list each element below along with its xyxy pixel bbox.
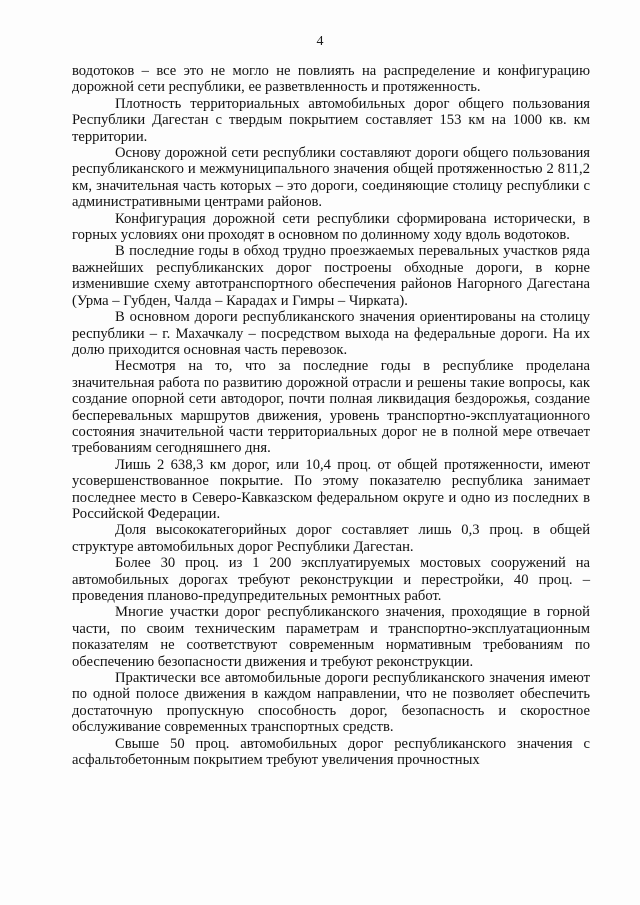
paragraph-bypass-roads: В последние годы в обход трудно проезжаемых перевальных участков ряда важнейших республиканских дорог построены обходные дороги, в корне изменившие схему автотранспортного обеспечения районов Нагорного Дагестана (Урма – Губден, Чалда – Карадах и Гимры – Чирката). bbox=[72, 243, 590, 309]
paragraph-continuation: водотоков – все это не могло не повлиять на распределение и конфигурацию дорожной сети республики, ее разветвленность и протяженность. bbox=[72, 63, 590, 96]
paragraph-single-lane: Практически все автомобильные дороги республиканского значения имеют по одной полосе движения в каждом направлении, что не позволяет обеспечить достаточную пропускную способность дорог, безопасность и скоростное обслуживание современных транспортных средств. bbox=[72, 670, 590, 736]
paragraph-improved-surface: Лишь 2 638,3 км дорог, или 10,4 проц. от общей протяженности, имеют усовершенствованное покрытие. По этому показателю республика занимает последнее место в Северо-Кавказском федеральном округе и одно из последних в Российской Федерации. bbox=[72, 456, 590, 522]
paragraph-mountain-sections: Многие участки дорог республиканского значения, проходящие в горной части, по своим техническим параметрам и транспортно-эксплуатационным показателям не соответствуют современным нормативным требованиям по обеспечению безопасности движения и требуют реконструкции. bbox=[72, 604, 590, 670]
paragraph-development-progress: Несмотря на то, что за последние годы в республике проделана значительная работа по развитию дорожной отрасли и решены такие вопросы, как создание опорной сети автодорог, почти полная ликвидация бездорожья, создание бесперевальных маршрутов движения, уровень транспортно-эксплуатационного состояния значительной части территориальных дорог не в полной мере отвечает требованиям сегодняшнего дня. bbox=[72, 358, 590, 457]
paragraph-network-configuration: Конфигурация дорожной сети республики сформирована исторически, в горных условиях они проходят в основном по долинному ходу вдоль водотоков. bbox=[72, 210, 590, 244]
paragraph-road-density: Плотность территориальных автомобильных дорог общего пользования Республики Дагестан с твердым покрытием составляет 153 км на 1000 кв. км территории. bbox=[72, 95, 590, 145]
paragraph-asphalt-strength: Свыше 50 проц. автомобильных дорог республиканского значения с асфальтобетонным покрытием требуют увеличения прочностных bbox=[72, 735, 590, 769]
paragraph-road-network-basis: Основу дорожной сети республики составляют дороги общего пользования республиканского и межмуниципального значения общей протяженностью 2 811,2 км, значительная часть которых – это дороги, соединяющие столицу республики с административными центрами районов. bbox=[72, 145, 590, 211]
document-body bbox=[72, 63, 590, 768]
paragraph-bridges: Более 30 проц. из 1 200 эксплуатируемых мостовых сооружений на автомобильных дорогах требуют реконструкции и перестройки, 40 проц. – проведения планово-предупредительных ремонтных работ. bbox=[72, 555, 590, 604]
paragraph-high-category-share: Доля высококатегорийных дорог составляет лишь 0,3 проц. в общей структуре автомобильных дорог Республики Дагестан. bbox=[72, 522, 590, 555]
page-number: 4 bbox=[316, 34, 324, 49]
paragraph-orientation-to-capital: В основном дороги республиканского значения ориентированы на столицу республики – г. Махачкалу – посредством выхода на федеральные дороги. На их долю приходится основная часть перевозок. bbox=[72, 309, 590, 358]
